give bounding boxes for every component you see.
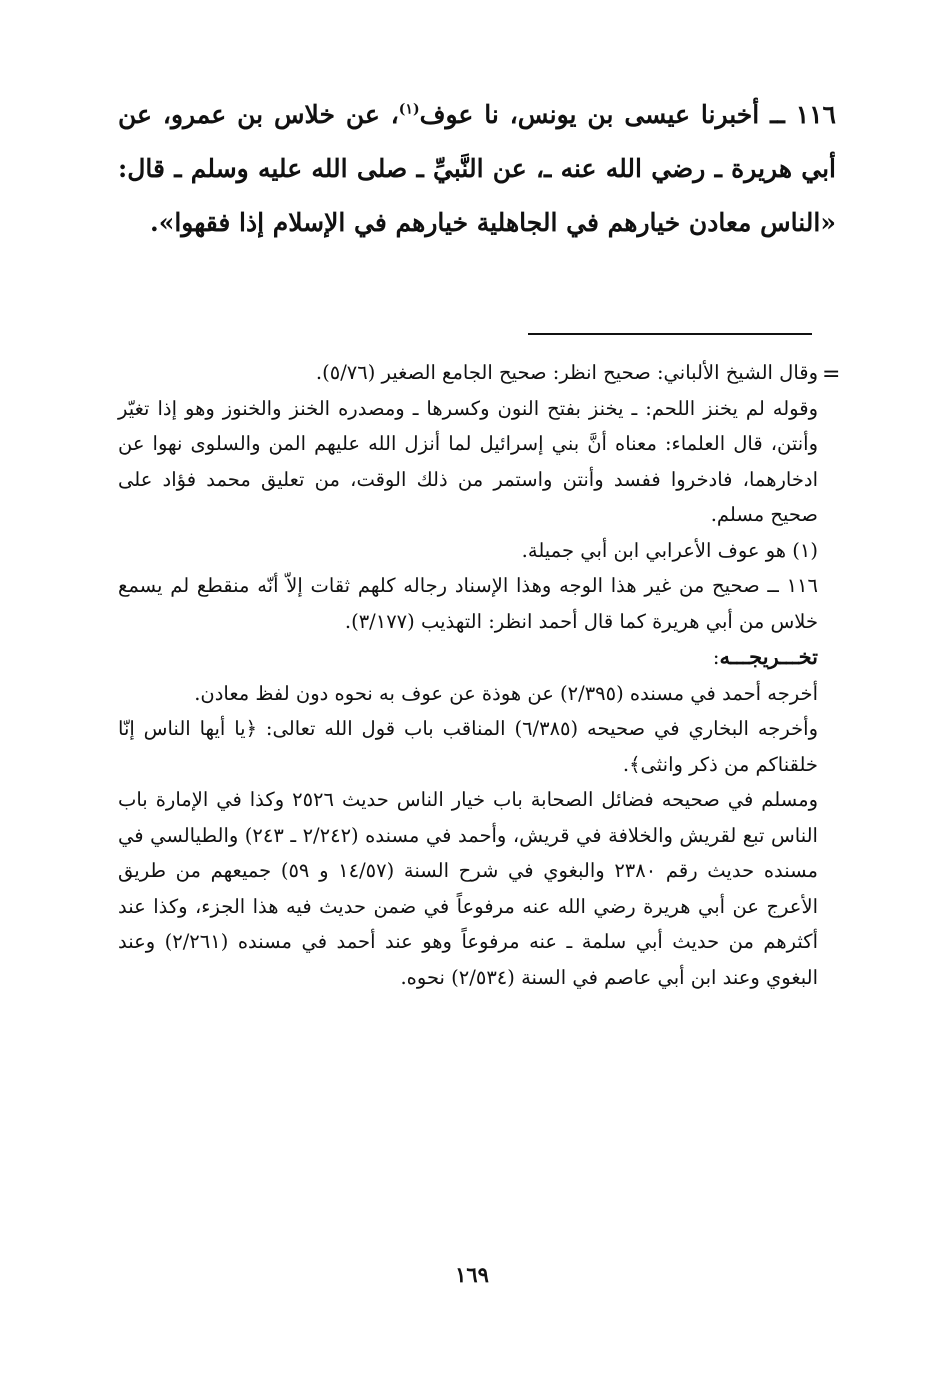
footnote-reference: (١) [398, 101, 420, 118]
continuation-marker: = [822, 362, 841, 387]
hadith-text [118, 88, 836, 250]
footnote-hadith-116 [118, 568, 818, 639]
hadith-body: ، عن خلاس بن عمرو، عن أبي هريرة ـ رضي الله عنه ـ، عن النَّبيِّ ـ صلى الله عليه وسلم ـ قال: «الناس معادن خيارهم في الجاهلية خيارهم في الإسلام إذا فقهوا». [118, 100, 836, 237]
footnotes [118, 355, 818, 995]
takhrij-paragraph-2: وأخرجه البخاري في صحيحه (٦/٣٨٥) المناقب باب قول الله تعالى: ﴿يا أيها الناس إنّا خلقناكم من ذكر وانثى﴾. [118, 717, 818, 776]
footnote-hadith-grading: صحيح من غير هذا الوجه وهذا الإسناد رجاله كلهم ثقات إلاّ أنّه منقطع لم يسمع خلاس من أبي هريرة كما قال أحمد انظر: التهذيب (٣/١٧٧). [118, 574, 818, 633]
takhrij-colon: : [712, 646, 720, 669]
footnote-1-text: هو عوف الأعرابي ابن أبي جميلة. [521, 538, 793, 562]
takhrij-paragraph-3: ومسلم في صحيحه فضائل الصحابة باب خيار الناس حديث ٢٥٢٦ وكذا في الإمارة باب الناس تبع لقريش والخلافة في قريش، وأحمد في مسنده (٢/٢٤٢ ـ ٢٤٣) والطيالسي في مسنده حديث رقم ٢٣٨٠ والبغوي في شرح السنة (١٤/٥٧ و ٥٩) جميعهم من طريق الأعرج عن أبي هريرة رضي الله عنه مرفوعاً في ضمن حديث فيه هذا الجزء، وكذا عند أكثرهم من حديث أبي سلمة ـ عنه مرفوعاً وهو عند أحمد في مسنده (٢/٢٦١) وعند البغوي وعند ابن أبي عاصم في السنة (٢/٥٣٤) نحوه. [118, 788, 818, 989]
takhrij-paragraph-1: أخرجه أحمد في مسنده (٢/٣٩٥) عن هوذة عن عوف به نحوه دون لفظ معادن. [194, 681, 818, 705]
footnote-continuation-line: وقال الشيخ الألباني: صحيح انظر: صحيح الجامع الصغير (٥/٧٦). [315, 361, 818, 384]
footnote-1-number: (١) [792, 538, 818, 562]
footnote-1 [118, 533, 818, 569]
footnote-separator [528, 333, 812, 335]
takhrij-heading [118, 639, 818, 676]
footnote-hadith-number: ١١٦ ــ [767, 574, 818, 597]
takhrij-label: تخـــريجـــه [719, 644, 818, 669]
hadith-number: ١١٦ ــ [770, 100, 836, 129]
hadith-chain-start: أخبرنا عيسى بن يونس، نا عوف [419, 100, 771, 129]
page-number: ١٦٩ [455, 1262, 489, 1287]
hadith-paragraph [118, 88, 836, 250]
footnote-continuation-paragraph: وقوله لم يخنز اللحم: ـ يخنز بفتح النون وكسرها ـ ومصدره الخنز والخنوز وهو إذا تغيّر وأنتن، قال العلماء: معناه أنَّ بني إسرائيل لما أنزل الله عليهم المن والسلوى نهوا عن ادخارهما، فادخروا ففسد وأنتن واستمر من ذلك الوقت، من تعليق محمد فؤاد على صحيح مسلم. [118, 396, 818, 526]
